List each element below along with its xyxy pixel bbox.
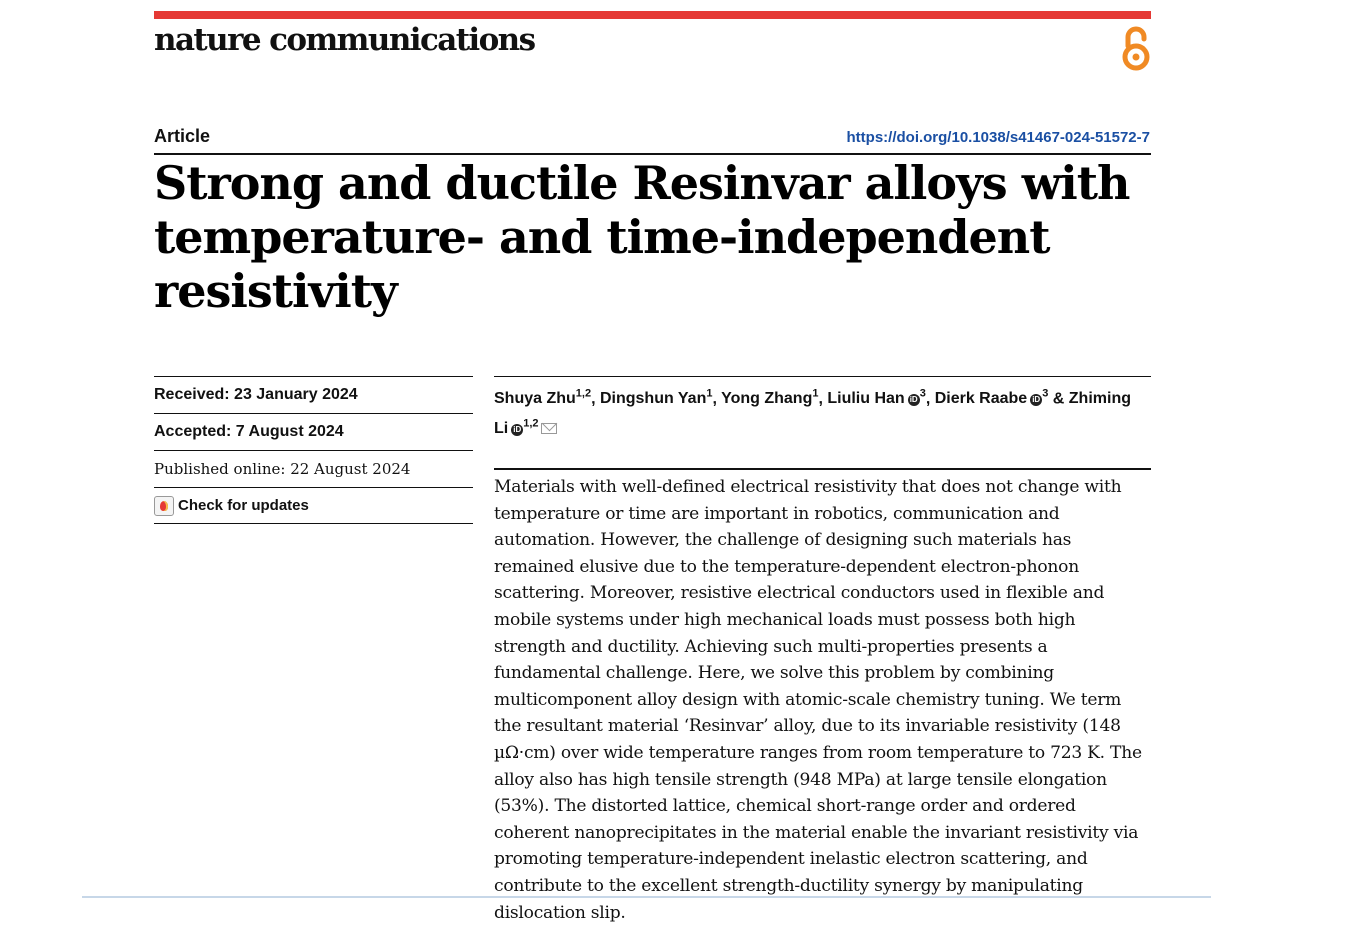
- author-entry[interactable]: [494, 390, 591, 407]
- author-entry[interactable]: [600, 390, 713, 407]
- article-dates-panel: [154, 376, 473, 524]
- author-separator: ,: [712, 390, 722, 408]
- author-entry[interactable]: [935, 390, 1049, 407]
- article-title: Strong and ductile Resinvar alloys with temperature- and time-independent resistivity: [154, 156, 1130, 318]
- doi-link[interactable]: https://doi.org/10.1038/s41467-024-51572-7: [846, 129, 1150, 146]
- author-affiliation: 1: [812, 388, 819, 400]
- received-date: Received: 23 January 2024: [154, 376, 473, 413]
- viewport-bottom-edge: [82, 896, 1211, 898]
- author-affiliation: 3: [919, 388, 926, 400]
- author-separator: ,: [818, 390, 828, 408]
- author-separator: ,: [925, 390, 935, 408]
- author-list: [494, 382, 1144, 441]
- journal-accent-bar: [154, 11, 1151, 19]
- journal-name[interactable]: nature communications: [154, 22, 535, 58]
- mail-icon[interactable]: [541, 423, 557, 434]
- check-for-updates-label: Check for updates: [178, 497, 309, 514]
- author-name: Yong Zhang: [721, 390, 813, 408]
- open-access-icon[interactable]: [1120, 24, 1152, 72]
- author-entry[interactable]: [721, 390, 818, 407]
- published-date: Published online: 22 August 2024: [154, 450, 473, 487]
- orcid-icon[interactable]: iD: [1032, 395, 1041, 405]
- author-affiliation: 1,2: [523, 417, 539, 430]
- author-separator: &: [1048, 390, 1069, 408]
- title-divider: [154, 153, 1151, 155]
- author-affiliation: 1: [706, 388, 713, 400]
- check-for-updates-button[interactable]: [154, 487, 473, 524]
- authors-divider: [494, 376, 1151, 377]
- orcid-icon[interactable]: iD: [909, 395, 918, 405]
- author-name: Dingshun Yan: [599, 390, 707, 408]
- author-affiliation: 1,2: [575, 388, 592, 400]
- author-name: Zhiming Li: [494, 390, 1131, 437]
- accepted-date: Accepted: 7 August 2024: [154, 413, 473, 450]
- author-separator: ,: [591, 390, 600, 408]
- article-type-label: Article: [154, 126, 211, 146]
- abstract-divider: [494, 468, 1151, 470]
- check-for-updates-icon: [154, 496, 174, 516]
- author-name: Liuliu Han: [827, 390, 905, 408]
- author-name: Dierk Raabe: [934, 390, 1028, 408]
- author-name: Shuya Zhu: [494, 390, 576, 408]
- orcid-icon[interactable]: iD: [513, 424, 522, 434]
- author-entry[interactable]: [827, 390, 925, 407]
- author-affiliation: 3: [1042, 388, 1049, 400]
- abstract-text: Materials with well-defined electrical resistivity that does not change with temperature or time are important in robotics, communication and automation. However, the challenge of designing such materials has remained elusive due to the temperature-dependent electron-phonon scattering. Moreover, resistive electrical conductors used in flexible and mobile systems under high mechanical loads must possess both high strength and ductility. Achieving such multi-properties presents a fundamental challenge. Here, we solve this problem by combining multicomponent alloy design with atomic-scale chemistry tuning. We term the resultant material ‘Resinvar’ alloy, due to its invariable resistivity (148 µΩ·cm) over wide temperature ranges from room temperature to 723 K. The alloy also has high tensile strength (948 MPa) at large tensile elongation (53%). The distorted lattice, chemical short-range order and ordered coherent nanoprecipitates in the material enable the invariant resistivity via promoting temperature-independent inelastic electron scattering, and contribute to the excellent strength-ductility synergy by manipulating dislocation slip.: [494, 477, 1142, 923]
